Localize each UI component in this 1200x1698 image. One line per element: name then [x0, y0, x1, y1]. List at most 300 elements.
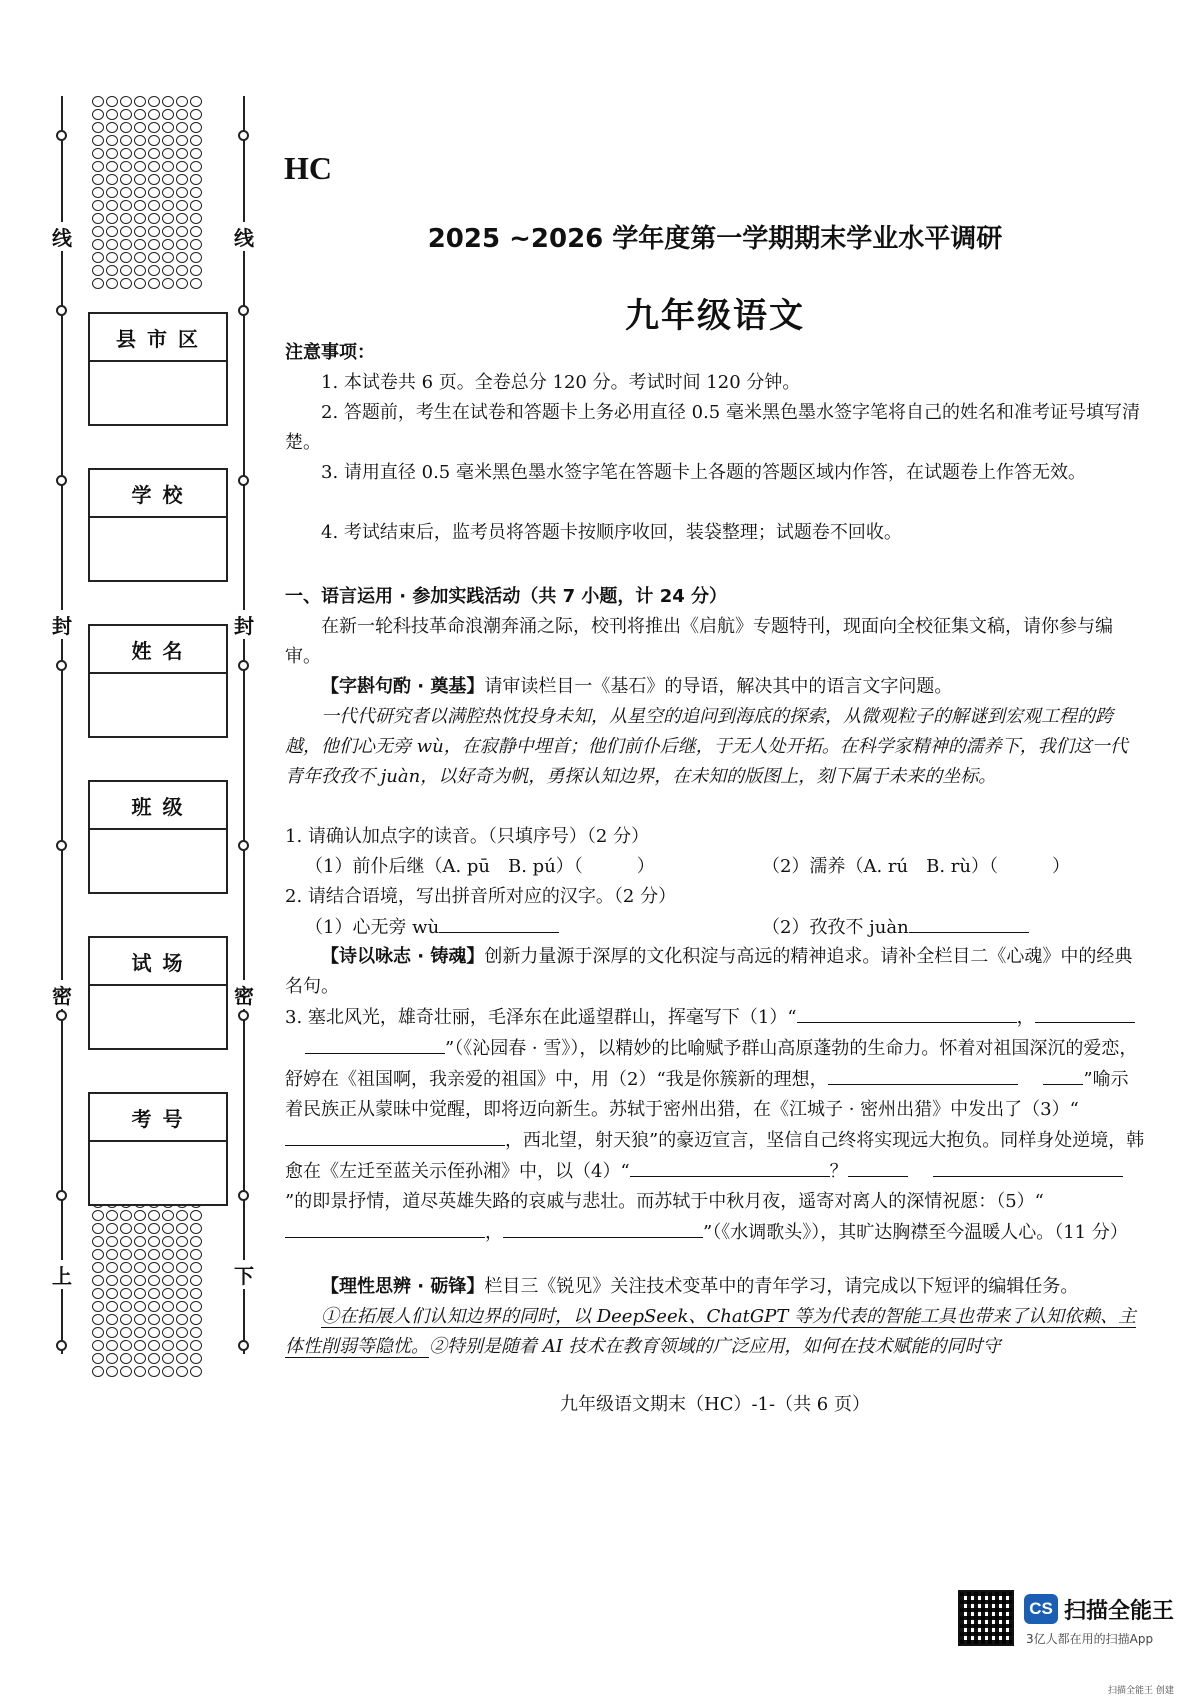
- binding-dot: [162, 1236, 174, 1247]
- question-1-b: （2）濡养（A. rú B. rù）（ ）: [762, 856, 1070, 877]
- binding-dot: [148, 252, 160, 263]
- binding-dot: [106, 252, 118, 263]
- answer-blank[interactable]: [797, 1002, 1017, 1023]
- binding-dot: [162, 1340, 174, 1351]
- column3-text: 栏目三《锐见》关注技术变革中的青年学习，请完成以下短评的编辑任务。: [484, 1276, 1079, 1297]
- binding-dot: [148, 148, 160, 159]
- column3-prompt: [285, 1272, 1145, 1302]
- binding-hole: [56, 1340, 67, 1351]
- binding-dot: [134, 1262, 146, 1273]
- review-sentence-2: ②特别是随着 AI 技术在教育领域的广泛应用，如何在技术赋能的同时守: [429, 1336, 1001, 1357]
- binding-dot: [190, 213, 202, 224]
- binding-dot: [106, 1366, 118, 1377]
- column1-prompt: [285, 672, 1145, 702]
- binding-dot: [190, 161, 202, 172]
- binding-dot: [120, 278, 132, 289]
- binding-mark-right: 密: [233, 980, 255, 1009]
- binding-dot: [120, 161, 132, 172]
- binding-dot: [92, 1288, 104, 1299]
- binding-dot: [120, 174, 132, 185]
- notice-item: 4. 考试结束后，监考员将答题卡按顺序收回，装袋整理；试题卷不回收。: [321, 522, 902, 543]
- binding-dot: [106, 122, 118, 133]
- binding-dot: [134, 278, 146, 289]
- q3-text: ”（《水调歌头》），其旷达胸襟至今温暖人心。（11 分）: [703, 1222, 1128, 1243]
- binding-dot: [148, 174, 160, 185]
- binding-dot: [190, 96, 202, 107]
- binding-dot: [148, 1249, 160, 1260]
- binding-dot: [106, 187, 118, 198]
- binding-dot: [190, 187, 202, 198]
- binding-hole: [238, 840, 249, 851]
- scanner-credit: 扫描全能王 创建: [1108, 1686, 1174, 1696]
- answer-blank[interactable]: [630, 1156, 830, 1177]
- binding-hole: [56, 1010, 67, 1021]
- binding-dot: [134, 1314, 146, 1325]
- binding-dot: [106, 161, 118, 172]
- answer-blank[interactable]: [1043, 1064, 1083, 1085]
- answer-blank[interactable]: [1035, 1002, 1135, 1023]
- binding-dot: [162, 1353, 174, 1364]
- binding-dot: [190, 1301, 202, 1312]
- answer-blank[interactable]: [909, 912, 1029, 933]
- binding-hole: [56, 1190, 67, 1201]
- info-label: 班 级: [90, 782, 226, 830]
- binding-dot: [176, 148, 188, 159]
- binding-dot: [176, 161, 188, 172]
- binding-dot: [106, 1249, 118, 1260]
- binding-dot: [190, 109, 202, 120]
- info-box-exam-number[interactable]: [88, 1092, 228, 1206]
- binding-dot: [120, 1301, 132, 1312]
- binding-dot: [148, 1301, 160, 1312]
- binding-dot: [106, 265, 118, 276]
- answer-blank[interactable]: [305, 1033, 445, 1054]
- binding-dot: [120, 239, 132, 250]
- info-box-name[interactable]: [88, 624, 228, 738]
- binding-dot: [176, 109, 188, 120]
- binding-dot: [162, 187, 174, 198]
- q3-text: 3. 塞北风光，雄奇壮丽，毛泽东在此遥望群山，挥毫写下（1）“: [285, 1007, 797, 1028]
- binding-dot: [148, 1327, 160, 1338]
- binding-dot: [148, 265, 160, 276]
- binding-dot: [134, 1249, 146, 1260]
- binding-dot: [190, 1314, 202, 1325]
- binding-dot: [120, 1288, 132, 1299]
- binding-dot: [148, 96, 160, 107]
- binding-dot: [106, 200, 118, 211]
- binding-dot: [190, 1262, 202, 1273]
- q3-text: ”（《沁园春 · 雪》），以精妙的比喻赋予群山高原蓬勃的生命力。怀着对祖国深沉的爱恋，舒婷在《祖国啊，我亲爱的祖国》中，用（2）“我是你簇新的理想，: [285, 1038, 1138, 1090]
- binding-dot: [92, 1301, 104, 1312]
- question-1-a: （1）前仆后继（A. pū B. pú）（ ）: [305, 856, 655, 877]
- binding-dot: [176, 1210, 188, 1221]
- binding-dot: [176, 265, 188, 276]
- binding-dot: [176, 187, 188, 198]
- binding-dot: [120, 252, 132, 263]
- binding-dot: [106, 1236, 118, 1247]
- answer-blank[interactable]: [503, 1217, 703, 1238]
- binding-dot: [106, 1301, 118, 1312]
- info-box-district[interactable]: [88, 312, 228, 426]
- scanner-app-name: 扫描全能王: [1064, 1599, 1175, 1624]
- binding-dot: [134, 1275, 146, 1286]
- binding-dot: [176, 1262, 188, 1273]
- binding-dot: [120, 1262, 132, 1273]
- binding-dot: [190, 252, 202, 263]
- binding-dot: [134, 1301, 146, 1312]
- binding-mark-right: 下: [233, 1260, 255, 1289]
- binding-dot: [92, 252, 104, 263]
- binding-dot: [106, 1288, 118, 1299]
- binding-dot: [162, 1210, 174, 1221]
- binding-hole: [238, 1190, 249, 1201]
- binding-dot: [176, 1327, 188, 1338]
- binding-dot: [106, 1275, 118, 1286]
- binding-dot: [106, 174, 118, 185]
- binding-dot: [92, 1262, 104, 1273]
- binding-dot: [106, 109, 118, 120]
- binding-dot: [162, 200, 174, 211]
- binding-dot: [148, 1236, 160, 1247]
- exam-title: 2025 ~2026 学年度第一学期期末学业水平调研: [427, 224, 1003, 254]
- binding-dot: [148, 226, 160, 237]
- binding-dot: [92, 96, 104, 107]
- binding-dot: [134, 96, 146, 107]
- binding-dot: [190, 1340, 202, 1351]
- q3-text: ”喻示着民族正从蒙昧中觉醒，即将迈向新生。苏轼于密州出猎，在《江城子 · 密州出猎》中发出了（3）“: [285, 1069, 1129, 1120]
- binding-dot: [162, 1301, 174, 1312]
- binding-dot: [162, 161, 174, 172]
- dot-grid-top: [92, 96, 204, 291]
- binding-dot: [162, 148, 174, 159]
- binding-dot: [148, 1275, 160, 1286]
- info-label: 姓 名: [90, 626, 226, 674]
- binding-dot: [134, 1340, 146, 1351]
- binding-mark-left: 密: [51, 980, 73, 1009]
- binding-dot: [190, 174, 202, 185]
- binding-dot: [148, 1353, 160, 1364]
- notice-heading: 注意事项：: [285, 342, 375, 363]
- binding-dot: [92, 135, 104, 146]
- binding-dot: [134, 200, 146, 211]
- binding-dot: [120, 1223, 132, 1234]
- binding-dot: [120, 1249, 132, 1260]
- binding-dot: [148, 278, 160, 289]
- binding-dot: [92, 278, 104, 289]
- binding-dot: [106, 1262, 118, 1273]
- binding-dot: [92, 1366, 104, 1377]
- binding-dot: [176, 1236, 188, 1247]
- binding-hole: [56, 840, 67, 851]
- info-box-school[interactable]: [88, 468, 228, 582]
- binding-dot: [120, 226, 132, 237]
- binding-dot: [176, 278, 188, 289]
- binding-dot: [120, 187, 132, 198]
- binding-dot: [162, 239, 174, 250]
- subject-title: 九年级语文: [625, 296, 805, 336]
- binding-dot: [190, 265, 202, 276]
- binding-dot: [176, 135, 188, 146]
- binding-dot: [162, 135, 174, 146]
- binding-dot: [162, 252, 174, 263]
- binding-dot: [190, 200, 202, 211]
- binding-dot: [148, 1223, 160, 1234]
- binding-dot: [92, 1340, 104, 1351]
- binding-hole: [56, 660, 67, 671]
- binding-dot: [106, 148, 118, 159]
- binding-dot: [134, 1366, 146, 1377]
- binding-mark-left: 上: [51, 1260, 73, 1289]
- binding-dot: [190, 1288, 202, 1299]
- right-binding-line: [243, 96, 245, 1354]
- binding-dot: [176, 1275, 188, 1286]
- binding-dot: [106, 1223, 118, 1234]
- binding-dot: [148, 239, 160, 250]
- binding-dot: [120, 148, 132, 159]
- binding-dot: [134, 213, 146, 224]
- passage: 一代代研究者以满腔热忱投身未知，从星空的追问到海底的探索，从微观粒子的解谜到宏观工程的跨越，他们心无旁 wù，在寂静中埋首；他们前仆后继，于无人处开拓。在科学家精神的濡养下，我们这一代青年孜孜不 juàn，以好奇为帆，勇探认知边界，在未知的版图上，刻下属于未来的坐标。: [285, 706, 1128, 787]
- binding-dot: [162, 1223, 174, 1234]
- binding-dot: [134, 265, 146, 276]
- binding-dot: [120, 96, 132, 107]
- binding-dot: [106, 226, 118, 237]
- binding-dot: [148, 109, 160, 120]
- binding-hole: [238, 305, 249, 316]
- binding-dot: [134, 252, 146, 263]
- binding-dot: [148, 1366, 160, 1377]
- binding-dot: [106, 1210, 118, 1221]
- answer-blank[interactable]: [848, 1156, 908, 1177]
- binding-hole: [238, 1340, 249, 1351]
- binding-dot: [134, 1353, 146, 1364]
- binding-dot: [162, 213, 174, 224]
- binding-dot: [176, 1366, 188, 1377]
- binding-dot: [162, 1275, 174, 1286]
- binding-dot: [92, 1249, 104, 1260]
- column3-title: 【理性思辨 · 砺锋】: [321, 1276, 485, 1297]
- binding-dot: [176, 1301, 188, 1312]
- question-2-b: [762, 912, 1142, 943]
- binding-dot: [176, 122, 188, 133]
- binding-dot: [120, 1327, 132, 1338]
- binding-dot: [92, 122, 104, 133]
- binding-dot: [148, 213, 160, 224]
- column2-prompt: [285, 942, 1145, 1002]
- binding-dot: [148, 1314, 160, 1325]
- info-label: 学 校: [90, 470, 226, 518]
- binding-dot: [92, 1223, 104, 1234]
- binding-dot: [162, 1288, 174, 1299]
- q3-text: ”的即景抒情，道尽英雄失路的哀戚与悲壮。而苏轼于中秋月夜，遥寄对离人的深情祝愿：（5）“: [285, 1191, 1044, 1212]
- answer-blank[interactable]: [285, 1217, 485, 1238]
- answer-blank[interactable]: [285, 1125, 505, 1146]
- binding-dot: [134, 1223, 146, 1234]
- binding-dot: [92, 1353, 104, 1364]
- binding-dot: [92, 174, 104, 185]
- binding-dot: [120, 265, 132, 276]
- binding-dot: [106, 1327, 118, 1338]
- review-text: [285, 1302, 1145, 1362]
- binding-dot: [190, 1249, 202, 1260]
- binding-dot: [162, 1314, 174, 1325]
- binding-dot: [134, 161, 146, 172]
- binding-hole: [56, 475, 67, 486]
- binding-dot: [162, 109, 174, 120]
- binding-dot: [92, 187, 104, 198]
- notice-item: 3. 请用直径 0.5 毫米黑色墨水签字笔在答题卡上各题的答题区域内作答，在试题卷上作答无效。: [321, 462, 1086, 483]
- answer-blank[interactable]: [828, 1064, 1018, 1085]
- binding-dot: [92, 109, 104, 120]
- binding-dot: [92, 1327, 104, 1338]
- binding-dot: [176, 1249, 188, 1260]
- binding-dot: [134, 135, 146, 146]
- binding-dot: [162, 96, 174, 107]
- binding-dot: [92, 1275, 104, 1286]
- info-label: 考 号: [90, 1094, 226, 1142]
- binding-dot: [92, 213, 104, 224]
- binding-dot: [190, 278, 202, 289]
- paper-code: HC: [284, 150, 332, 186]
- binding-dot: [190, 1223, 202, 1234]
- binding-dot: [120, 109, 132, 120]
- binding-dot: [120, 1210, 132, 1221]
- binding-dot: [120, 1340, 132, 1351]
- binding-hole: [238, 1010, 249, 1021]
- notice-item: 1. 本试卷共 6 页。全卷总分 120 分。考试时间 120 分钟。: [321, 372, 801, 393]
- scanner-app-tagline: 3亿人都在用的扫描App: [1026, 1632, 1154, 1646]
- binding-dot: [120, 1366, 132, 1377]
- question-2-b-text: （2）孜孜不 juàn: [762, 917, 909, 938]
- binding-dot: [92, 1210, 104, 1221]
- binding-dot: [92, 239, 104, 250]
- binding-dot: [190, 1327, 202, 1338]
- binding-hole: [238, 475, 249, 486]
- q3-text: ，西北望，射天狼”的豪迈宣言，坚信自己终将实现远大抱负。同样身处逆境，韩愈在《左迁至蓝关示侄孙湘》中，以（4）“: [285, 1130, 1145, 1182]
- binding-dot: [134, 1236, 146, 1247]
- binding-hole: [238, 660, 249, 671]
- binding-dot: [190, 239, 202, 250]
- binding-dot: [148, 1210, 160, 1221]
- binding-dot: [106, 135, 118, 146]
- binding-hole: [56, 130, 67, 141]
- review-sentence-1: ①在拓展人们认知边界的同时，以 DeepSeek、ChatGPT 等为代表的智能工具也带来了认知依赖、主体性削弱等隐忧。: [285, 1306, 1137, 1357]
- binding-dot: [162, 174, 174, 185]
- binding-dot: [176, 1288, 188, 1299]
- binding-dot: [190, 1236, 202, 1247]
- info-box-room[interactable]: [88, 936, 228, 1050]
- binding-dot: [120, 135, 132, 146]
- binding-dot: [148, 135, 160, 146]
- binding-dot: [120, 213, 132, 224]
- binding-dot: [148, 1288, 160, 1299]
- binding-dot: [120, 1275, 132, 1286]
- binding-dot: [134, 1288, 146, 1299]
- dot-grid-bottom: [92, 1184, 204, 1379]
- binding-dot: [148, 161, 160, 172]
- binding-dot: [106, 96, 118, 107]
- binding-dot: [120, 1314, 132, 1325]
- binding-dot: [190, 226, 202, 237]
- binding-dot: [162, 1249, 174, 1260]
- left-binding-line: [61, 96, 63, 1354]
- binding-dot: [190, 1353, 202, 1364]
- binding-dot: [92, 200, 104, 211]
- binding-dot: [176, 200, 188, 211]
- binding-dot: [176, 174, 188, 185]
- binding-dot: [148, 187, 160, 198]
- binding-dot: [148, 200, 160, 211]
- binding-dot: [120, 200, 132, 211]
- answer-blank[interactable]: [439, 912, 559, 933]
- binding-dot: [92, 265, 104, 276]
- question-2-a: [305, 912, 725, 943]
- binding-dot: [134, 174, 146, 185]
- binding-dot: [176, 1340, 188, 1351]
- binding-dot: [148, 1340, 160, 1351]
- question-2-a-text: （1）心无旁 wù: [305, 917, 440, 938]
- info-label: 县 市 区: [90, 314, 226, 362]
- binding-dot: [190, 122, 202, 133]
- binding-dot: [106, 1314, 118, 1325]
- binding-dot: [162, 265, 174, 276]
- question-1: 1. 请确认加点字的读音。（只填序号）（2 分）: [285, 826, 650, 847]
- binding-dot: [134, 109, 146, 120]
- binding-dot: [106, 213, 118, 224]
- binding-dot: [92, 1236, 104, 1247]
- binding-dot: [148, 122, 160, 133]
- binding-dot: [148, 1262, 160, 1273]
- binding-dot: [176, 239, 188, 250]
- binding-dot: [92, 226, 104, 237]
- binding-dot: [134, 226, 146, 237]
- section-intro: 在新一轮科技革命浪潮奔涌之际，校刊将推出《启航》专题特刊，现面向全校征集文稿，请你参与编审。: [285, 616, 1113, 667]
- binding-dot: [162, 1327, 174, 1338]
- column1-text: 请审读栏目一《基石》的导语，解决其中的语言文字问题。: [484, 676, 953, 697]
- binding-dot: [190, 1210, 202, 1221]
- binding-dot: [162, 278, 174, 289]
- binding-dot: [134, 187, 146, 198]
- binding-dot: [134, 1210, 146, 1221]
- question-2: 2. 请结合语境，写出拼音所对应的汉字。（2 分）: [285, 886, 677, 907]
- answer-blank[interactable]: [933, 1156, 1123, 1177]
- binding-dot: [134, 1327, 146, 1338]
- binding-dot: [190, 1366, 202, 1377]
- binding-dot: [162, 1366, 174, 1377]
- binding-dot: [120, 122, 132, 133]
- qr-code-icon: [958, 1590, 1014, 1646]
- binding-dot: [92, 1314, 104, 1325]
- binding-hole: [56, 305, 67, 316]
- binding-dot: [106, 278, 118, 289]
- binding-dot: [134, 122, 146, 133]
- binding-dot: [176, 1223, 188, 1234]
- binding-mark-right: 线: [233, 222, 255, 251]
- camscanner-logo-icon: CS: [1024, 1594, 1058, 1624]
- binding-dot: [134, 148, 146, 159]
- notice-item: 2. 答题前，考生在试卷和答题卡上务必用直径 0.5 毫米黑色墨水签字笔将自己的姓名和准考证号填写清楚。: [285, 402, 1140, 453]
- binding-dot: [120, 1353, 132, 1364]
- binding-dot: [92, 161, 104, 172]
- binding-mark-left: 线: [51, 222, 73, 251]
- binding-mark-right: 封: [233, 610, 255, 639]
- binding-dot: [106, 1340, 118, 1351]
- binding-dot: [92, 148, 104, 159]
- binding-mark-left: 封: [51, 610, 73, 639]
- info-box-class[interactable]: [88, 780, 228, 894]
- binding-dot: [176, 252, 188, 263]
- binding-dot: [134, 239, 146, 250]
- binding-dot: [106, 1353, 118, 1364]
